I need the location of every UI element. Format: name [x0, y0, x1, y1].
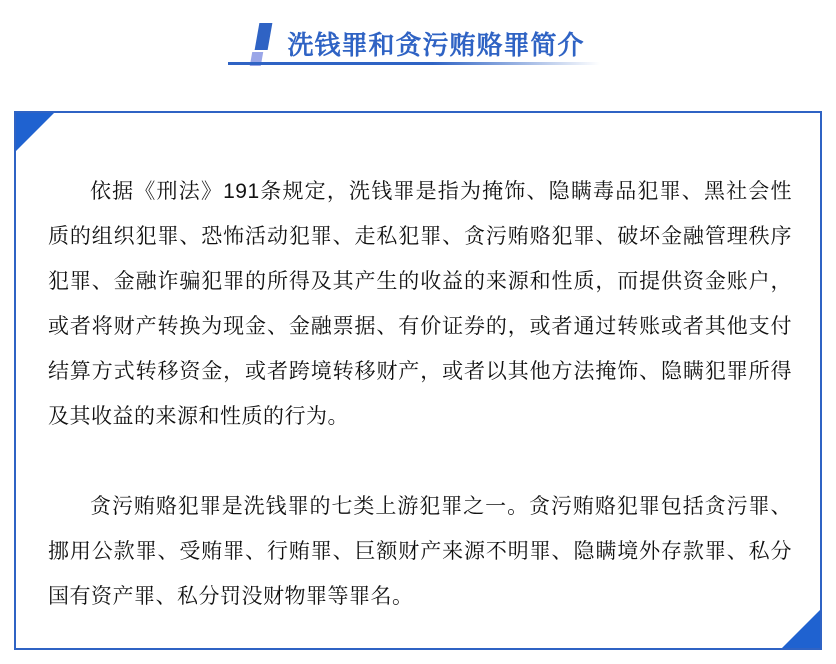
paragraph-2: 贪污贿赂犯罪是洗钱罪的七类上游犯罪之一。贪污贿赂犯罪包括贪污罪、挪用公款罪、受贿罪、行贿罪、巨额财产来源不明罪、隐瞒境外存款罪、私分国有资产罪、私分罚没财物罪等罪名。 [48, 495, 792, 608]
page-header [0, 14, 836, 76]
content-panel [14, 111, 822, 650]
page-title: 洗钱罪和贪污贿赂罪简介 [287, 30, 585, 60]
accent-bar-top [255, 23, 273, 50]
body-text [48, 169, 792, 619]
header-accent-mark-icon [251, 23, 273, 67]
paragraph-1: 依据《刑法》191条规定，洗钱罪是指为掩饰、隐瞒毒品犯罪、黑社会性质的组织犯罪、恐怖活动犯罪、走私犯罪、贪污贿赂犯罪、破坏金融管理秩序犯罪、金融诈骗犯罪的所得及其产生的收益的来源和性质，而提供资金账户，或者将财产转换为现金、金融票据、有价证券的，或者通过转账或者其他支付结算方式转移资金，或者跨境转移财产，或者以其他方法掩饰、隐瞒犯罪所得及其收益的来源和性质的行为。 [48, 180, 792, 428]
header-inner [251, 23, 584, 67]
header-underline [228, 62, 600, 65]
corner-triangle-top-left-icon [16, 113, 54, 151]
